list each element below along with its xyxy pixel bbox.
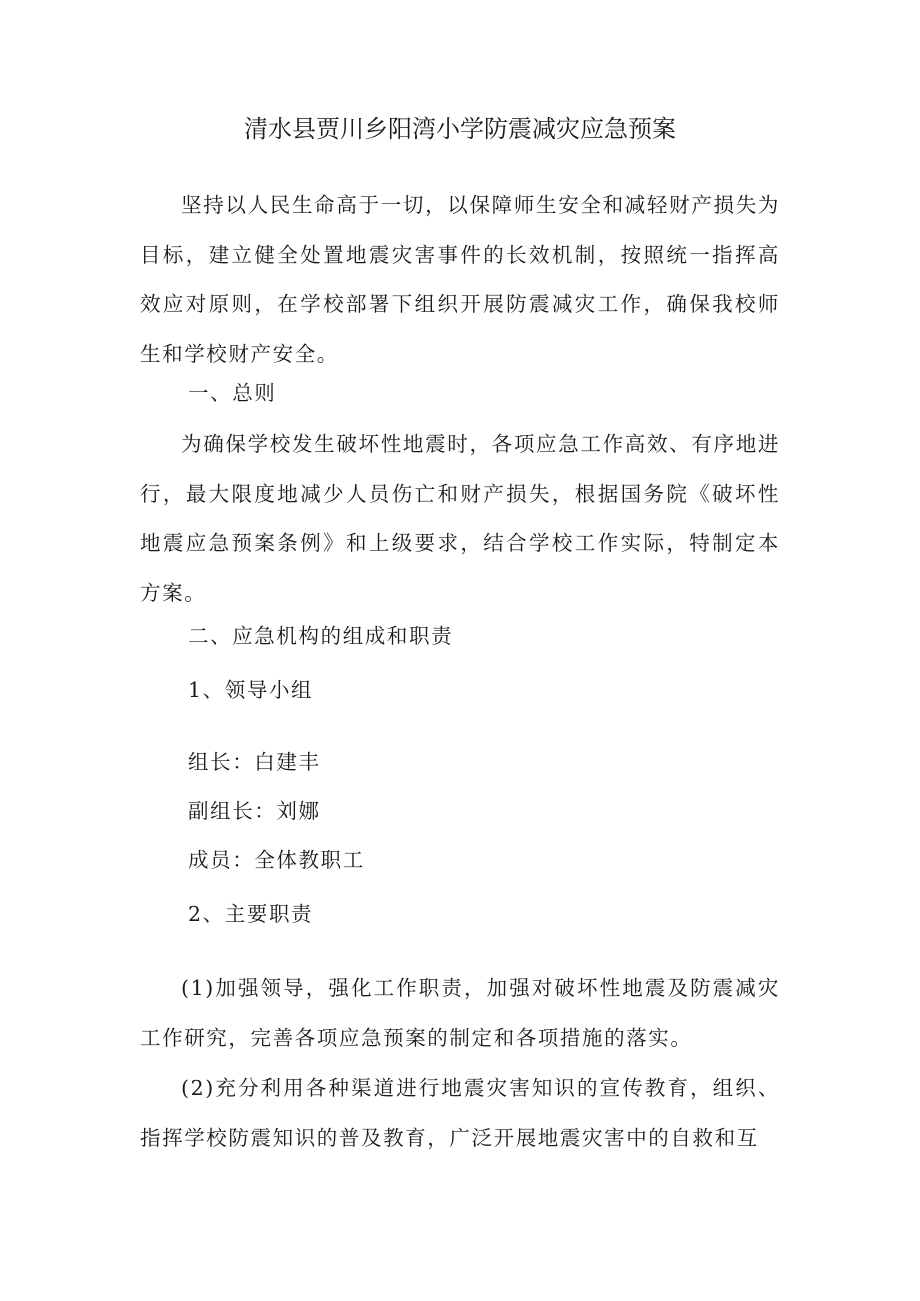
leader-line: 组长：白建丰 [188,750,321,774]
deputy-leader-line: 副组长：刘娜 [188,799,321,823]
duty-1-paragraph: (1)加强领导，强化工作职责，加强对破坏性地震及防震减灾工作研究，完善各项应急预案的制定和各项措施的落实。 [140,976,780,1050]
section-heading-general: 一、总则 [188,381,277,405]
members-line: 成员：全体教职工 [188,848,365,872]
section-heading-organization: 二、应急机构的组成和职责 [188,624,454,648]
general-paragraph: 为确保学校发生破坏性地震时，各项应急工作高效、有序地进行，最大限度地减少人员伤亡和财产损失，根据国务院《破坏性地震应急预案条例》和上级要求，结合学校工作实际，特制定本方案。 [140,432,780,605]
intro-paragraph: 坚持以人民生命高于一切，以保障师生安全和减轻财产损失为目标，建立健全处置地震灾害事件的长效机制，按照统一指挥高效应对原则，在学校部署下组织开展防震减灾工作，确保我校师生和学校财产安全。 [140,193,780,366]
subheading-leadership-group: 1、领导小组 [188,678,314,702]
subheading-main-duties: 2、主要职责 [188,902,314,926]
document-title: 清水县贾川乡阳湾小学防震减灾应急预案 [244,115,676,143]
duty-2-paragraph: (2)充分利用各种渠道进行地震灾害知识的宣传教育，组织、指挥学校防震知识的普及教育，广泛开展地震灾害中的自救和互 [140,1076,780,1150]
